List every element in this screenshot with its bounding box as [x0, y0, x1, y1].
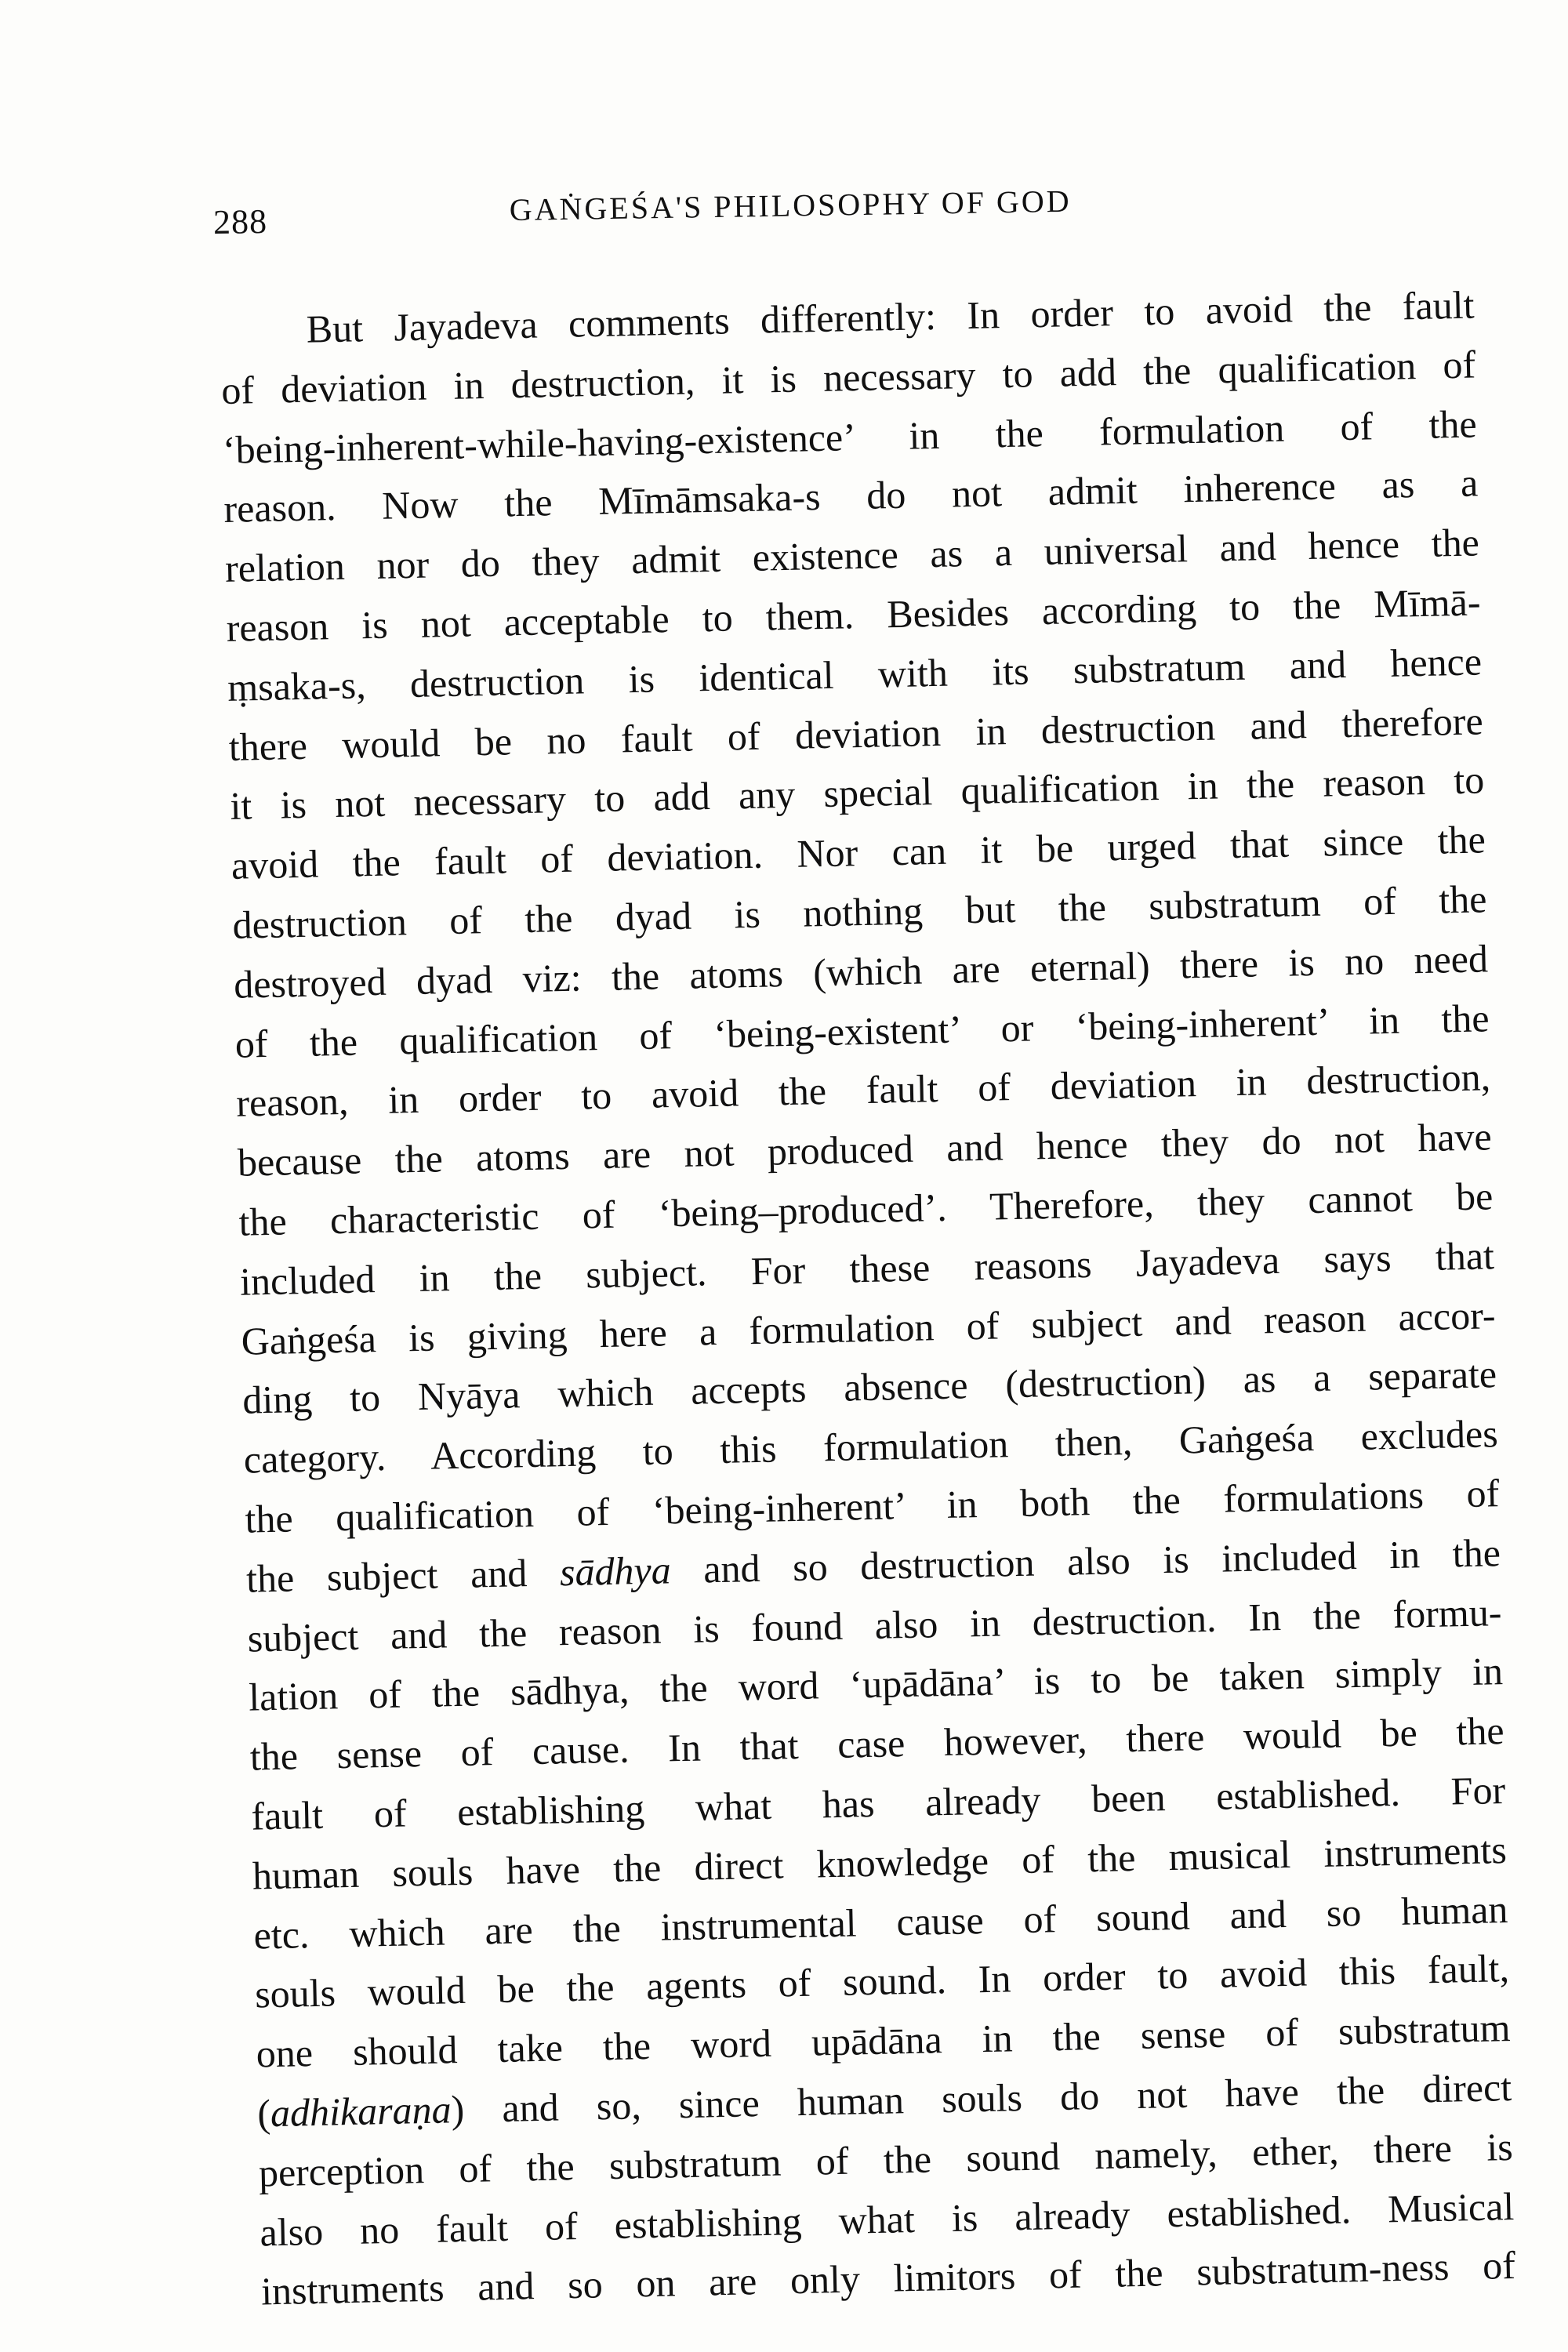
text-line: destruction of the dyad is nothing but the substratum of the — [232, 877, 1487, 947]
text-line: avoid the fault of deviation. Nor can it be urged that since the — [230, 817, 1486, 888]
text-line: lation of the sādhya, the word ‘upādāna’ is to be taken simply in — [248, 1649, 1504, 1719]
text-line: perception of the substratum of the sound namely, ether, there is — [258, 2124, 1514, 2195]
text-line: souls would be the agents of sound. In order to avoid this fault, — [254, 1946, 1510, 2016]
text-line: reason is not acceptable to them. Besides according to the Mīmā- — [226, 579, 1481, 650]
running-head: GAṄGEŚA'S PHILOSOPHY OF GOD — [509, 183, 1072, 228]
text-line: ding to Nyāya which accepts absence (destruction) as a separate — [241, 1352, 1497, 1423]
text-line: subject and the reason is found also in destruction. In the formu- — [247, 1589, 1502, 1661]
text-line: fault of establishing what has already been established. For — [250, 1767, 1506, 1838]
text-line: there would be no fault of deviation in destruction and therefore — [228, 698, 1484, 769]
text-line: included in the subject. For these reasons Jayadeva says that — [239, 1232, 1495, 1304]
text-line: human souls have the direct knowledge of the musical instruments — [252, 1827, 1508, 1898]
page-number: 288 — [212, 201, 268, 241]
text-line: the sense of cause. In that case however, there would be the — [249, 1708, 1505, 1779]
text-line: (adhikaraṇa) and so, since human souls do not have the direct — [256, 2064, 1512, 2136]
text-line: of the qualification of ‘being-existent’ or ‘being-inherent’ in the — [234, 995, 1490, 1066]
page-header — [212, 177, 1311, 249]
text-line: destroyed dyad viz: the atoms (which are eternal) there is no need — [233, 936, 1489, 1007]
text-line: relation nor do they admit existence as a universal and hence the — [224, 520, 1480, 591]
text-line: of deviation in destruction, it is necessary to add the qualification of — [220, 342, 1476, 412]
text-line: reason. Now the Mīmāmsaka-s do not admit inherence as a — [223, 460, 1479, 532]
text-line: ṃsaka-s, destruction is identical with its substratum and hence — [227, 639, 1483, 710]
italic-term: sādhya — [559, 1548, 672, 1594]
text-line: because the atoms are not produced and hence they do not have — [237, 1114, 1493, 1185]
text-line: ‘being-inherent-while-having-existence’ in the formulation of the — [222, 401, 1478, 472]
body-paragraph — [220, 275, 1548, 2322]
text-line: the characteristic of ‘being–produced’. Therefore, they cannot be — [238, 1174, 1494, 1244]
text-line: the qualification of ‘being-inherent’ in both the formulations of — [244, 1471, 1500, 1541]
text-line: the subject and sādhya and so destruction also is included in the — [245, 1530, 1501, 1601]
text-line: etc. which are the instrumental cause of sound and so human — [253, 1886, 1508, 1958]
text-line: it is not necessary to add any special qualification in the reason to — [229, 757, 1485, 829]
text-line: reason, in order to avoid the fault of deviation in destruction, — [235, 1054, 1491, 1126]
text-line: also no fault of establishing what is already established. Musical — [259, 2183, 1515, 2254]
text-line: one should take the word upādāna in the sense of substratum — [256, 2005, 1512, 2076]
text-line: But Jayadeva comments differently: In order to avoid the fault — [306, 282, 1475, 351]
text-line: Gaṅgeśa is giving here a formulation of subject and reason accor- — [241, 1292, 1496, 1363]
text-line: category. According to this formulation then, Gaṅgeśa excludes — [243, 1411, 1499, 1482]
text-line: instruments and so on are only limitors of the substratum-ness of — [260, 2243, 1516, 2314]
italic-term: adhikaraṇa — [270, 2087, 452, 2136]
